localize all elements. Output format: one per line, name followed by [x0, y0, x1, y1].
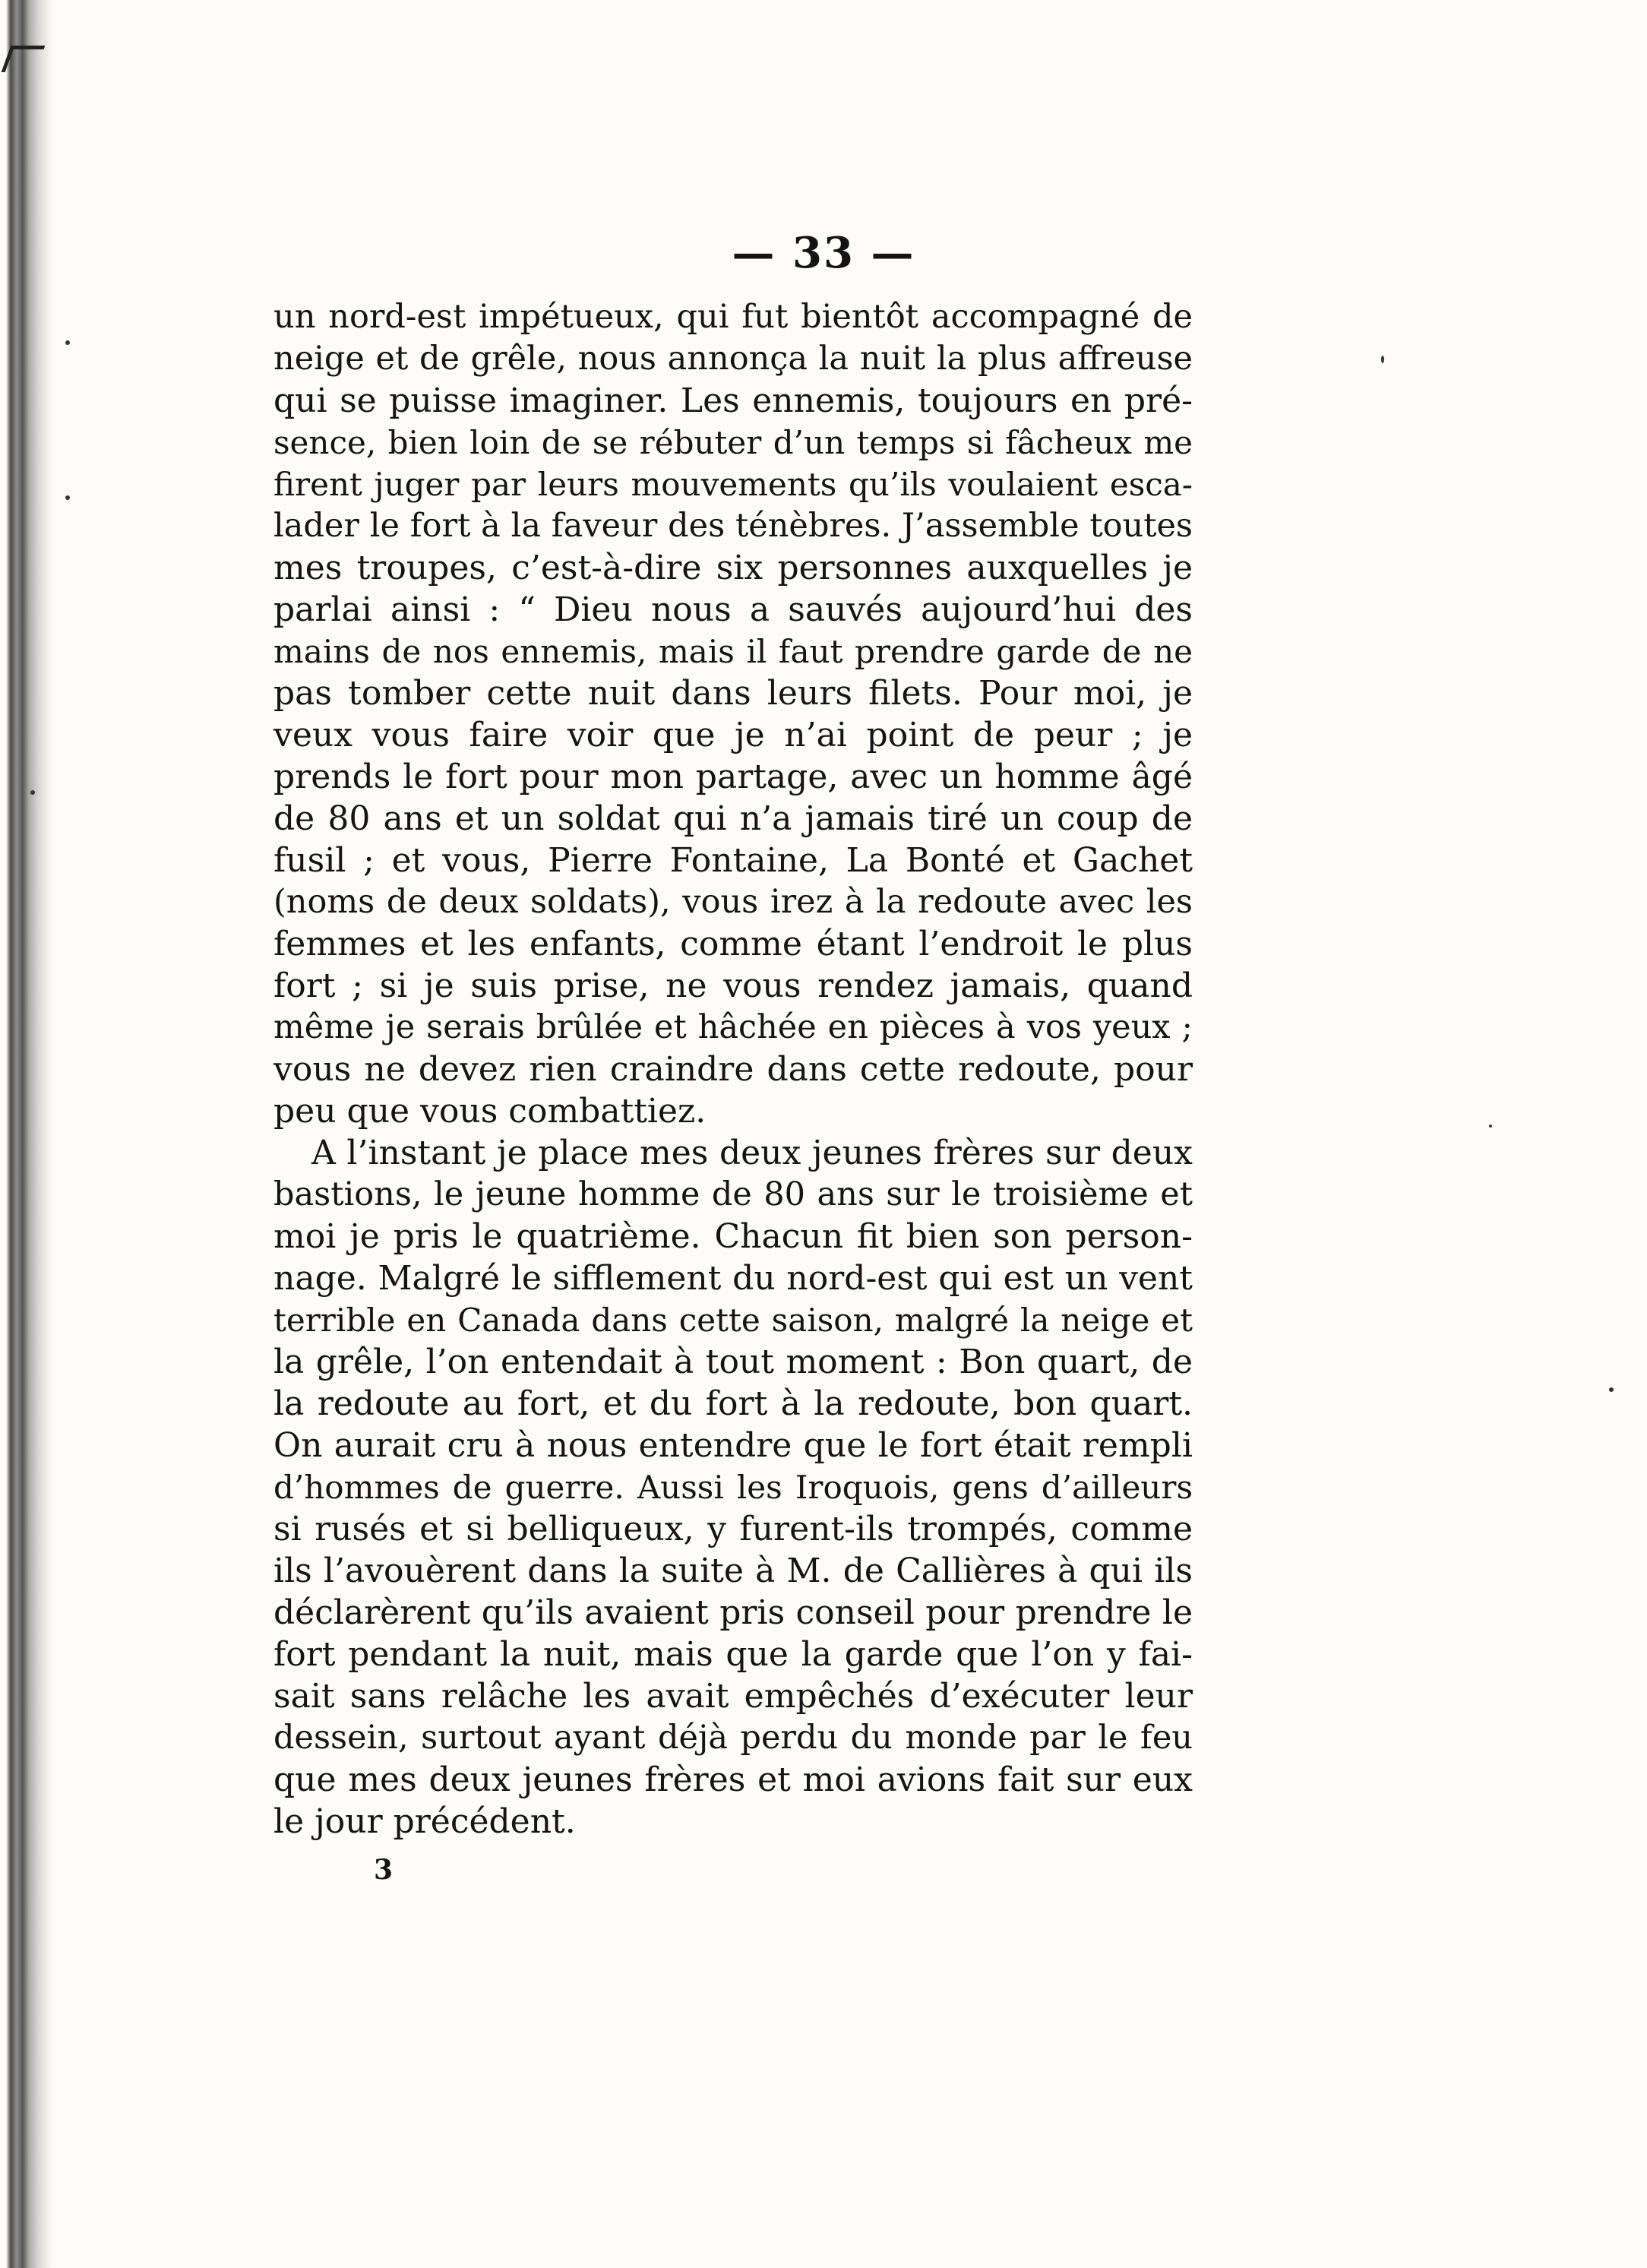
text-line: moi je pris le quatrième. Chacun fit bien son person- — [273, 1217, 1193, 1256]
text-line: le jour précédent. — [273, 1802, 576, 1841]
page-number: — 33 — — [732, 228, 915, 278]
text-line: neige et de grêle, nous annonça la nuit la plus affreuse — [273, 340, 1193, 378]
paragraph-1 — [273, 296, 1193, 1132]
signature-mark: 3 — [374, 1854, 394, 1886]
ink-speck — [65, 340, 70, 345]
text-line: mains de nos ennemis, mais il faut prendre garde de ne — [273, 633, 1193, 670]
text-line: si rusés et si belliqueux, y furent-ils trompés, comme — [273, 1510, 1193, 1548]
text-line: la grêle, l’on entendait à tout moment : Bon quart, de — [273, 1343, 1193, 1381]
text-line: de 80 ans et un soldat qui n’a jamais tiré un coup de — [273, 799, 1193, 838]
text-line: parlai ainsi : “ Dieu nous a sauvés aujourd’hui des — [273, 590, 1193, 629]
ink-speck — [1609, 1387, 1614, 1392]
text-line: pas tomber cette nuit dans leurs filets. Pour moi, je — [273, 674, 1193, 713]
ink-speck — [1489, 1125, 1492, 1128]
text-line: même je serais brûlée et hâchée en pièces à vos yeux ; — [273, 1008, 1193, 1046]
text-line: bastions, le jeune homme de 80 ans sur le troisième et — [273, 1175, 1193, 1213]
text-line: prends le fort pour mon partage, avec un homme âgé — [273, 758, 1193, 796]
text-line: A l’instant je place mes deux jeunes frères sur deux — [311, 1134, 1193, 1172]
text-line: fort ; si je suis prise, ne vous rendez jamais, quand — [273, 966, 1193, 1005]
text-line: vous ne devez rien craindre dans cette redoute, pour — [273, 1050, 1193, 1089]
text-line: veux vous faire voir que je n’ai point de peur ; je — [273, 716, 1193, 754]
text-line: ils l’avouèrent dans la suite à M. de Callières à qui ils — [273, 1552, 1193, 1590]
text-line: fusil ; et vous, Pierre Fontaine, La Bonté et Gachet — [273, 841, 1193, 880]
body-text — [273, 296, 1193, 1843]
text-line: lader le fort à la faveur des ténèbres. J’assemble toutes — [273, 507, 1193, 545]
text-line: la redoute au fort, et du fort à la redoute, bon quart. — [273, 1384, 1193, 1423]
text-line: peu que vous combattiez. — [273, 1092, 707, 1131]
text-line: On aurait cru à nous entendre que le fort était rempli — [273, 1426, 1193, 1465]
paragraph-2 — [273, 1132, 1193, 1843]
text-line: un nord-est impétueux, qui fut bientôt accompagné de — [273, 298, 1193, 336]
text-line: sence, bien loin de se rébuter d’un temps si fâcheux me — [273, 424, 1193, 461]
book-binding-edge — [0, 0, 53, 2268]
text-line: déclarèrent qu’ils avaient pris conseil pour prendre le — [273, 1593, 1193, 1632]
text-line: qui se puisse imaginer. Les ennemis, toujours en pré- — [273, 381, 1193, 420]
text-line: fort pendant la nuit, mais que la garde que l’on y fai- — [273, 1635, 1193, 1674]
ink-speck — [1381, 356, 1384, 363]
ink-speck — [65, 495, 70, 500]
text-line: sait sans relâche les avait empêchés d’exécuter leur — [273, 1677, 1193, 1716]
text-line: (noms de deux soldats), vous irez à la redoute avec les — [273, 883, 1193, 921]
text-line: dessein, surtout ayant déjà perdu du monde par le feu — [273, 1719, 1193, 1757]
text-line: nage. Malgré le sifflement du nord-est qui est un vent — [273, 1259, 1193, 1298]
text-line: firent juger par leurs mouvements qu’ils voulaient esca- — [273, 466, 1193, 503]
text-line: d’hommes de guerre. Aussi les Iroquois, gens d’ailleurs — [273, 1469, 1193, 1506]
text-line: que mes deux jeunes frères et moi avions fait sur eux — [273, 1760, 1193, 1799]
ink-speck — [30, 790, 35, 795]
text-line: femmes et les enfants, comme étant l’endroit le plus — [273, 925, 1193, 963]
text-line: mes troupes, c’est-à-dire six personnes auxquelles je — [273, 549, 1193, 587]
text-line: terrible en Canada dans cette saison, malgré la neige et — [273, 1302, 1193, 1339]
